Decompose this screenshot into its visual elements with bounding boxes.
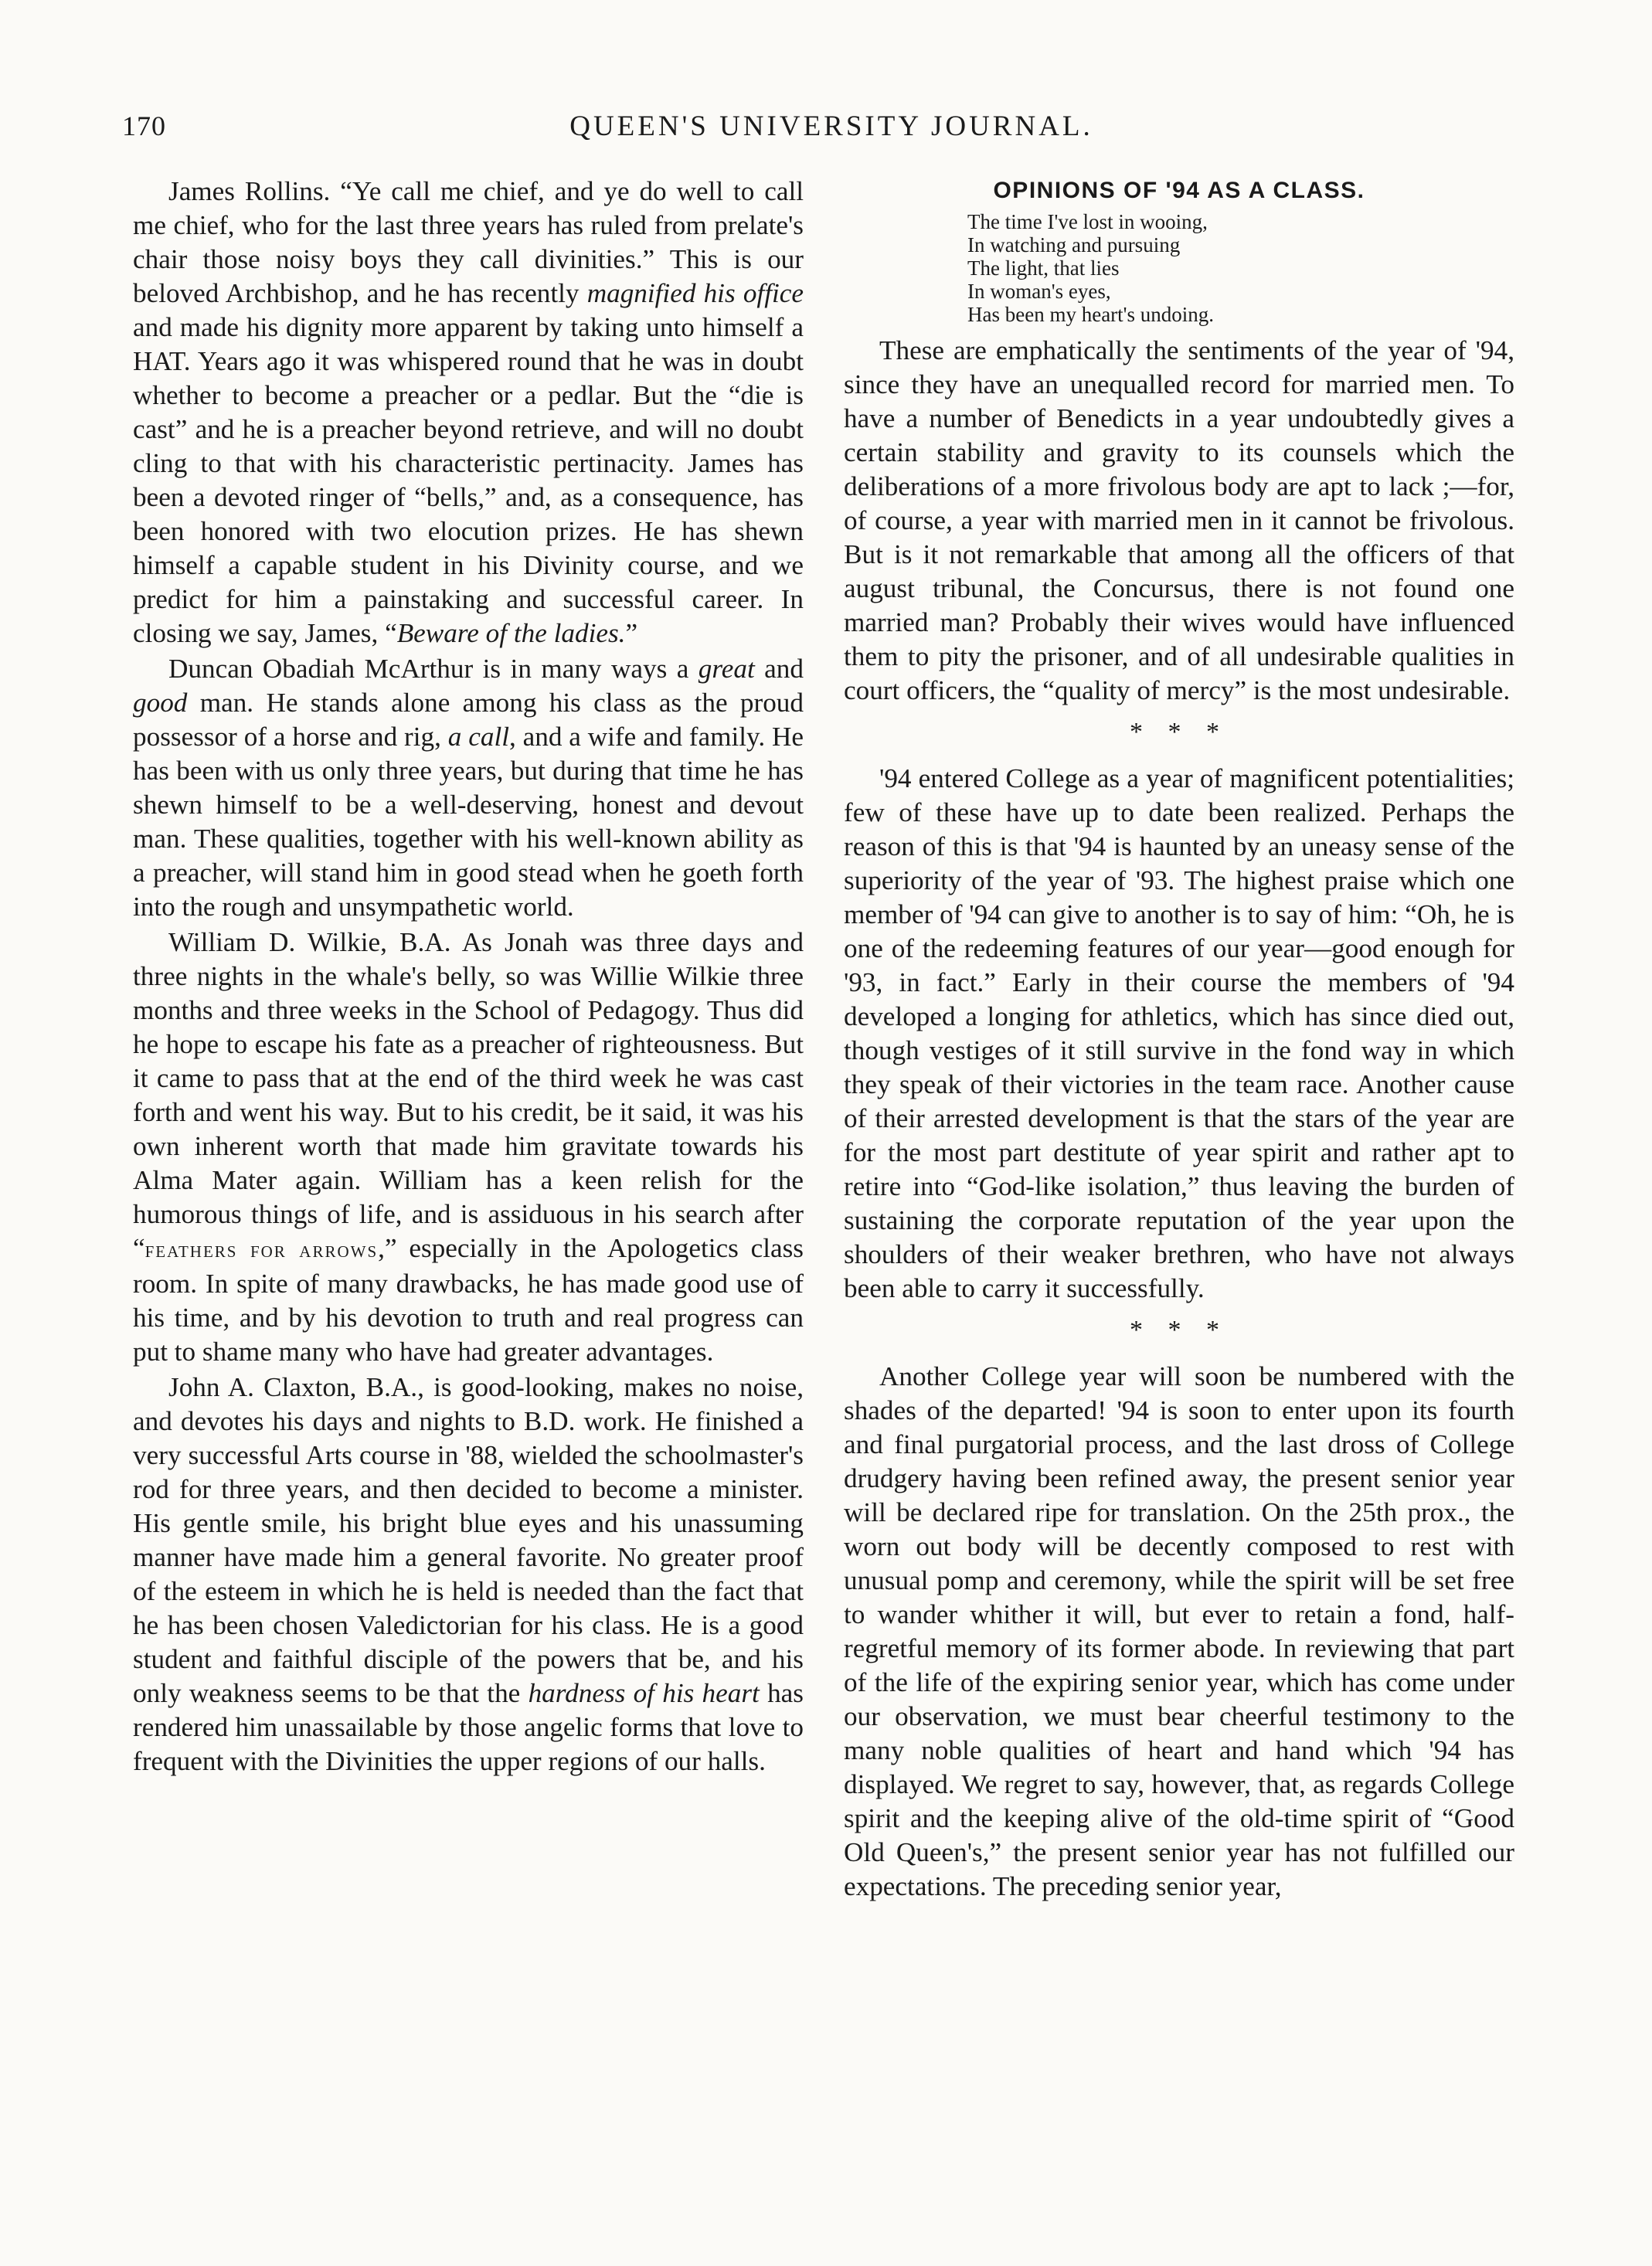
italic-text: hardness of his heart [528,1678,760,1708]
verse-line: The light, that lies [967,256,1120,280]
text-run: and made his dignity more apparent by taking unto himself a HAT. Years ago it was whispered round that he was in doubt whether to become a preacher or a pedlar. But the “die is cast” and he is a preacher beyond retrieve, and will no doubt cling to that with his characteristic pertinacity. James has been a devoted ringer of “bells,” and, as a consequence, has been honored with two elocution prizes. He has shewn himself a capable student in his Divinity course, and we predict for him a painstaking and successful career. In closing we say, James, “ [133,312,804,648]
journal-title: QUEEN'S UNIVERSITY JOURNAL. [569,110,1093,142]
verse-line: The time I've lost in wooing, [967,210,1208,233]
text-run: , and a wife and family. He has been with us only three years, but during that time he has shewn himself to be a well-deserving, honest and devout man. These qualities, together with his well-known ability as a preacher, will stand him in good stead when he goeth forth into the rough and unsympathetic world. [133,722,804,922]
text-run: ,” especially in the Apologetics class room. In spite of many drawbacks, he has made good use of his time, and by his devotion to truth and real progress can put to shame many who have had greater advantages. [133,1233,804,1367]
italic-text: great [698,654,755,684]
section-heading: OPINIONS OF '94 AS A CLASS. [993,178,1365,203]
paragraph-potentialities: '94 entered College as a year of magnificent potentialities; few of these have up to date been realized. Perhaps the reason of this is that '94 is haunted by an uneasy sense of the superiority of the year of '93. The highest praise which one member of '94 can give to another is to say of him: “Oh, he is one of the redeeming features of our year—good enough for '93, in fact.” Early in their course the members of '94 developed a longing for athletics, which has since died out, though vestiges of it still survive in the fond way in which they speak of their victories in the team race. Another cause of their arrested development is that the stars of the year are for the most part destitute of year spirit and rather apt to retire into “God-like isolation,” thus leaving the burden of sustaining the corporate reputation of the year upon the shoulders of their weaker brethren, who have not always been able to carry it successfully. [844,763,1514,1303]
text-run: has rendered him unassailable by those angelic forms that love to frequent with the Divinities the upper regions of our halls. [133,1678,804,1776]
left-column [133,175,804,1780]
italic-text: Beware of the ladies. [396,618,626,648]
small-caps-text: feathers for arrows [144,1237,379,1262]
right-column [844,175,1514,1905]
verse-line: Has been my heart's undoing. [967,303,1215,326]
paragraph-duncan-mcarthur [133,652,804,924]
italic-text: a call [447,722,509,752]
section-divider: * * * [1130,718,1229,746]
paragraph-john-claxton [133,1371,804,1778]
italic-text: good [133,688,188,718]
italic-text: magnified his office [586,278,804,308]
text-run: ” [625,618,638,648]
paragraph-another-year: Another College year will soon be numbered with the shades of the departed! '94 is soon to enter upon its fourth and final purgatorial process, and the last dross of College drudgery having been refined away, the present senior year will be declared ripe for translation. On the 25th prox., the worn out body will be decently composed to rest with unusual pomp and ceremony, while the spirit will be set free to wander whither it will, but ever to retain a fond, half-regretful memory of its former abode. In reviewing that part of the life of the expiring senior year, which has come under our observation, we must bear cheerful testimony to the many noble qualities of heart and hand which '94 has displayed. We regret to say, however, that, as regards College spirit and the keeping alive of the old-time spirit of “Good Old Queen's,” the present senior year has not fulfilled our expectations. The preceding senior year, [844,1361,1514,1901]
page-number: 170 [122,110,166,141]
text-run: man. He stands alone among his class as the proud possessor of a horse and rig, [133,688,804,752]
text-run: John A. Claxton, B.A., is good-looking, makes no noise, and devotes his days and nights to B.D. work. He finished a very successful Arts course in '88, wielded the schoolmaster's rod for three years, and then decided to become a minister. His gentle smile, his bright blue eyes and his unassuming manner have made him a general favorite. No greater proof of the esteem in which he is held is needed than the fact that he has been chosen Valedictorian for his class. He is a good student and faithful disciple of the powers that be, and his only weakness seems to be that the [133,1372,804,1708]
paragraph-william-wilkie [133,926,804,1369]
text-run: James Rollins. “Ye call me chief, and ye do well to call me chief, who for the last three years has ruled from prelate's chair those noisy boys they call divinities.” This is our beloved Archbishop, and he has recently [133,176,804,308]
section-divider: * * * [1130,1316,1229,1344]
text-run: Duncan Obadiah McArthur is in many ways a [168,654,699,684]
verse-line: In woman's eyes, [967,280,1111,303]
page-header [122,110,1541,148]
paragraph-sentiments: These are emphatically the sentiments of the year of '94, since they have an unequalled record for married men. To have a number of Benedicts in a year undoubtedly gives a certain stability and gravity to its counsels which the deliberations of a more frivolous body are apt to lack ;—for, of course, a year with married men in it cannot be frivolous. But is it not remarkable that among all the officers of that august tribunal, the Concursus, there is not found one married man? Probably their wives would have influenced them to pity the prisoner, and of all undesirable qualities in court officers, the “quality of mercy” is the most undesirable. [844,335,1514,705]
text-run: and [754,654,804,684]
text-run: William D. Wilkie, B.A. As Jonah was three days and three nights in the whale's belly, so was Willie Wilkie three months and three weeks in the School of Pedagogy. Thus did he hope to escape his fate as a preacher of righteousness. But it came to pass that at the end of the third week he was cast forth and went his way. But to his credit, be it said, it was his own inherent worth that made him gravitate towards his Alma Mater again. William has a keen relish for the humorous things of life, and is assiduous in his search after “ [133,927,804,1263]
paragraph-james-rollins [133,175,804,651]
verse-line: In watching and pursuing [967,233,1181,256]
verse-quote [967,210,1514,326]
